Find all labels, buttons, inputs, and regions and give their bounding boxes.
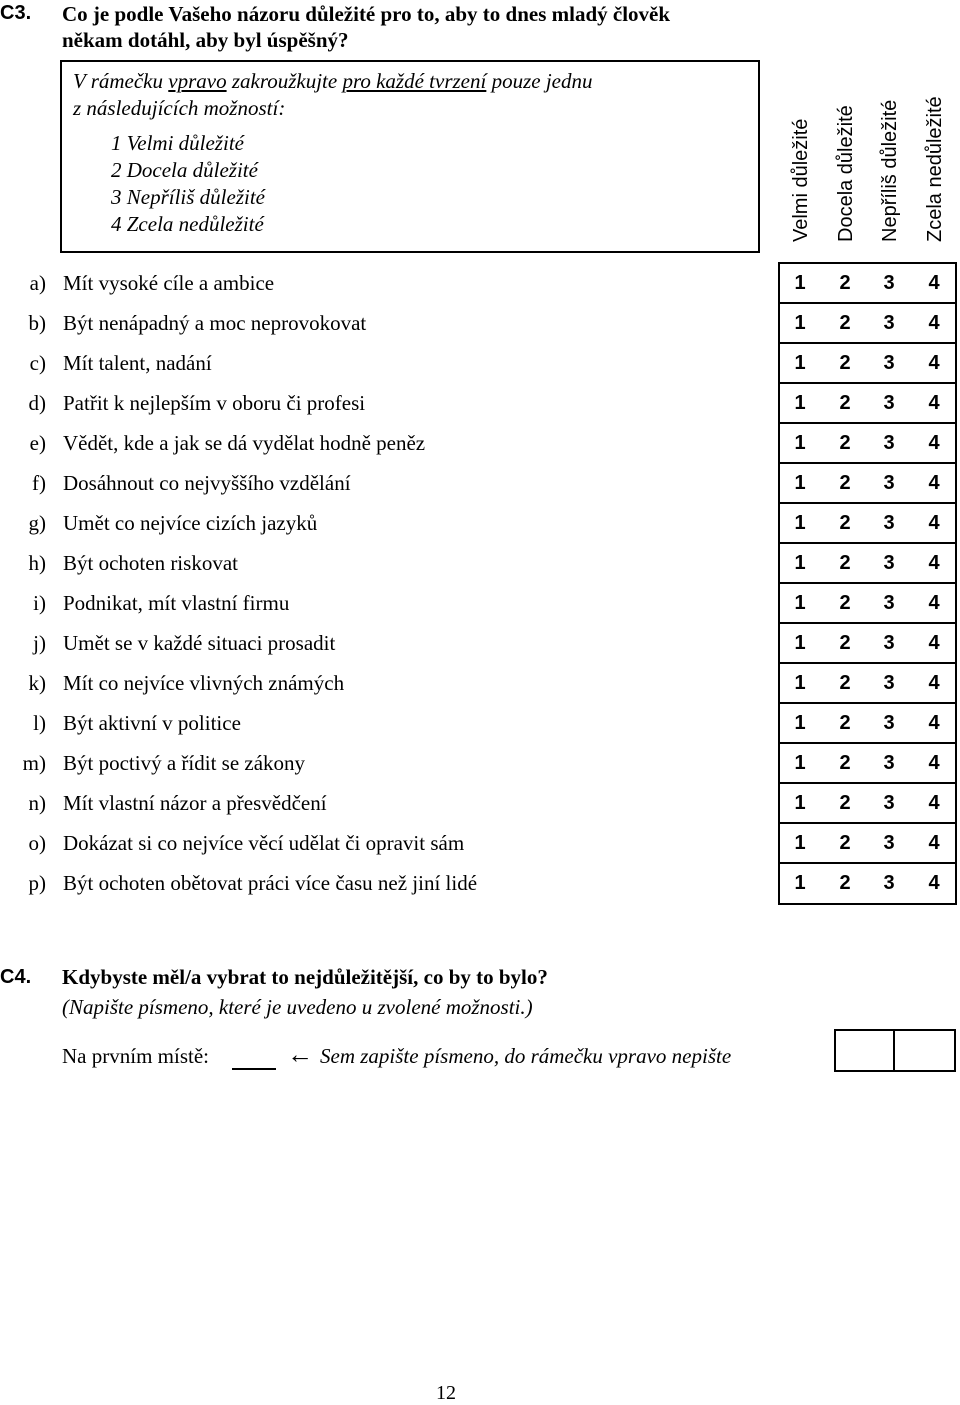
item-text: Být ochoten obětovat práci více času než jiní lidé (63, 871, 478, 895)
option-2[interactable]: 2 (839, 592, 851, 614)
column-header-not-very-important: Nepříliš důležité (879, 99, 901, 242)
option-3[interactable]: 3 (883, 592, 895, 614)
grid-row-separator (778, 582, 957, 584)
instruction-option-3: 3 Nepříliš důležité (111, 185, 265, 209)
item-text: Podnikat, mít vlastní firmu (63, 591, 290, 615)
option-4[interactable]: 4 (928, 872, 940, 894)
option-2[interactable]: 2 (839, 312, 851, 334)
question-text-line2: někam dotáhl, aby byl úspěšný? (62, 28, 349, 52)
grid-row-separator (778, 462, 957, 464)
item-letter: l) (33, 711, 46, 735)
column-header-very-important: Velmi důležité (790, 118, 812, 242)
grid-row-separator (778, 862, 957, 864)
option-4[interactable]: 4 (928, 632, 940, 654)
instruction-option-1: 1 Velmi důležité (111, 131, 244, 155)
option-2[interactable]: 2 (839, 272, 851, 294)
left-arrow-icon: ← (287, 1040, 313, 1069)
item-text: Mít co nejvíce vlivných známých (63, 671, 345, 695)
grid-row-separator (778, 903, 957, 905)
option-2[interactable]: 2 (839, 352, 851, 374)
column-header-quite-important: Docela důležité (835, 105, 857, 242)
item-text: Dosáhnout co nejvyššího vzdělání (63, 471, 351, 495)
option-4[interactable]: 4 (928, 472, 940, 494)
option-3[interactable]: 3 (883, 552, 895, 574)
option-1[interactable]: 1 (794, 352, 806, 374)
grid-row-separator (778, 542, 957, 544)
option-3[interactable]: 3 (883, 872, 895, 894)
option-4[interactable]: 4 (928, 512, 940, 534)
item-letter: k) (28, 671, 46, 695)
column-header-not-important: Zcela nedůležité (924, 96, 946, 242)
option-4[interactable]: 4 (928, 432, 940, 454)
item-text: Umět co nejvíce cizích jazyků (63, 511, 318, 535)
option-4[interactable]: 4 (928, 832, 940, 854)
item-text: Být aktivní v politice (63, 711, 241, 735)
item-text: Mít vlastní názor a přesvědčení (63, 791, 327, 815)
option-2[interactable]: 2 (839, 432, 851, 454)
item-text: Vědět, kde a jak se dá vydělat hodně peněz (63, 431, 426, 455)
option-3[interactable]: 3 (883, 512, 895, 534)
option-3[interactable]: 3 (883, 352, 895, 374)
option-3[interactable]: 3 (883, 272, 895, 294)
option-2[interactable]: 2 (839, 472, 851, 494)
option-3[interactable]: 3 (883, 392, 895, 414)
option-2[interactable]: 2 (839, 712, 851, 734)
grid-row-separator (778, 302, 957, 304)
option-2[interactable]: 2 (839, 552, 851, 574)
option-3[interactable]: 3 (883, 312, 895, 334)
item-letter: i) (33, 591, 46, 615)
option-1[interactable]: 1 (794, 872, 806, 894)
coding-box-divider (893, 1029, 895, 1072)
c4-subtext: (Napište písmeno, které je uvedeno u zvolené možnosti.) (62, 995, 533, 1019)
option-2[interactable]: 2 (839, 672, 851, 694)
option-1[interactable]: 1 (794, 472, 806, 494)
option-1[interactable]: 1 (794, 392, 806, 414)
option-4[interactable]: 4 (928, 752, 940, 774)
instruction-line2: z následujících možností: (73, 96, 286, 120)
option-2[interactable]: 2 (839, 792, 851, 814)
item-text: Patřit k nejlepším v oboru či profesi (63, 391, 366, 415)
option-3[interactable]: 3 (883, 672, 895, 694)
option-2[interactable]: 2 (839, 632, 851, 654)
option-1[interactable]: 1 (794, 552, 806, 574)
option-1[interactable]: 1 (794, 512, 806, 534)
grid-row-separator (778, 702, 957, 704)
option-4[interactable]: 4 (928, 672, 940, 694)
option-1[interactable]: 1 (794, 792, 806, 814)
option-3[interactable]: 3 (883, 792, 895, 814)
question-text-line1: Co je podle Vašeho názoru důležité pro to, aby to dnes mladý člověk (62, 2, 671, 26)
page-number: 12 (436, 1382, 456, 1404)
option-1[interactable]: 1 (794, 432, 806, 454)
item-text: Umět se v každé situaci prosadit (63, 631, 336, 655)
question-number-c3: C3. (0, 2, 32, 24)
item-text: Být nenápadný a moc neprovokovat (63, 311, 367, 335)
option-3[interactable]: 3 (883, 632, 895, 654)
option-1[interactable]: 1 (794, 712, 806, 734)
option-2[interactable]: 2 (839, 872, 851, 894)
option-2[interactable]: 2 (839, 392, 851, 414)
item-letter: d) (28, 391, 46, 415)
instruction-option-4: 4 Zcela nedůležité (111, 212, 264, 236)
option-2[interactable]: 2 (839, 512, 851, 534)
answer-label: Na prvním místě: (62, 1044, 209, 1068)
item-text: Být ochoten riskovat (63, 551, 238, 575)
item-letter: a) (29, 271, 46, 295)
option-4[interactable]: 4 (928, 712, 940, 734)
option-4[interactable]: 4 (928, 352, 940, 374)
option-1[interactable]: 1 (794, 632, 806, 654)
item-letter: c) (29, 351, 46, 375)
instruction-line1: V rámečku vpravo zakroužkujte pro každé tvrzení pouze jednu (73, 69, 593, 93)
option-1[interactable]: 1 (794, 832, 806, 854)
grid-row-separator (778, 502, 957, 504)
option-4[interactable]: 4 (928, 392, 940, 414)
answer-hint: Sem zapište písmeno, do rámečku vpravo nepište (320, 1044, 732, 1068)
grid-row-separator (778, 262, 957, 264)
option-1[interactable]: 1 (794, 312, 806, 334)
grid-row-separator (778, 742, 957, 744)
coding-box (834, 1029, 956, 1072)
option-2[interactable]: 2 (839, 832, 851, 854)
item-letter: o) (28, 831, 46, 855)
question-number-c4: C4. (0, 966, 32, 988)
grid-row-separator (778, 342, 957, 344)
item-letter: e) (29, 431, 46, 455)
option-4[interactable]: 4 (928, 272, 940, 294)
option-3[interactable]: 3 (883, 832, 895, 854)
item-letter: g) (28, 511, 46, 535)
option-3[interactable]: 3 (883, 472, 895, 494)
option-4[interactable]: 4 (928, 792, 940, 814)
item-text: Dokázat si co nejvíce věcí udělat či opravit sám (63, 831, 465, 855)
option-3[interactable]: 3 (883, 432, 895, 454)
item-letter: m) (22, 751, 46, 775)
item-letter: n) (28, 791, 46, 815)
item-letter: b) (28, 311, 46, 335)
item-letter: h) (28, 551, 46, 575)
item-letter: f) (32, 471, 46, 495)
option-1[interactable]: 1 (794, 752, 806, 774)
grid-row-separator (778, 822, 957, 824)
option-4[interactable]: 4 (928, 552, 940, 574)
option-4[interactable]: 4 (928, 312, 940, 334)
grid-row-separator (778, 782, 957, 784)
grid-row-separator (778, 622, 957, 624)
c4-question-text: Kdybyste měl/a vybrat to nejdůležitější, co by to bylo? (62, 965, 548, 989)
option-2[interactable]: 2 (839, 752, 851, 774)
instruction-option-2: 2 Docela důležité (111, 158, 258, 182)
option-1[interactable]: 1 (794, 672, 806, 694)
item-text: Mít talent, nadání (63, 351, 212, 375)
option-3[interactable]: 3 (883, 712, 895, 734)
grid-row-separator (778, 662, 957, 664)
item-text: Mít vysoké cíle a ambice (63, 271, 275, 295)
answer-blank-line[interactable] (232, 1066, 276, 1070)
item-text: Být poctivý a řídit se zákony (63, 751, 306, 775)
item-letter: p) (28, 871, 46, 895)
item-letter: j) (33, 631, 46, 655)
option-4[interactable]: 4 (928, 592, 940, 614)
option-1[interactable]: 1 (794, 592, 806, 614)
option-3[interactable]: 3 (883, 752, 895, 774)
grid-row-separator (778, 382, 957, 384)
option-1[interactable]: 1 (794, 272, 806, 294)
grid-row-separator (778, 422, 957, 424)
